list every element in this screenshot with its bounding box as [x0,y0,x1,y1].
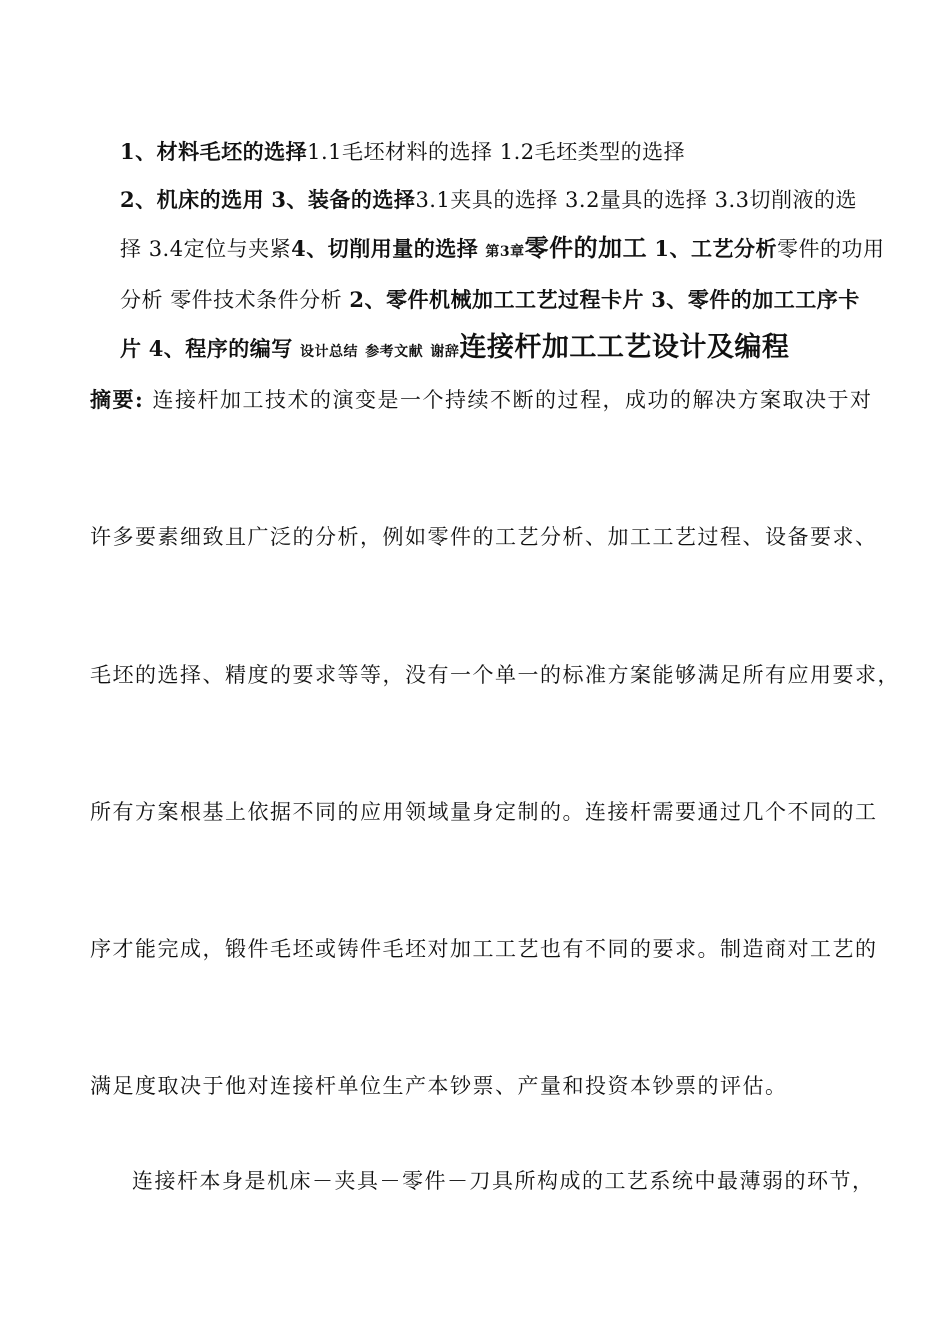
toc-section-3-1: 3.1夹具的选择 [415,188,558,212]
toc-references: 参考文献 [365,344,424,360]
toc-section-3: 3、装备的选择 [271,187,416,212]
abstract-line-2: 许多要素细致且广泛的分析，例如零件的工艺分析、加工工艺过程、设备要求、 [90,525,878,549]
toc-chapter-section-2: 2、零件机械加工工艺过程卡片 [349,287,644,312]
toc-chapter-section-4: 4、程序的编写 [148,336,293,361]
toc-chapter-section-3: 3、零件的加工工序卡片 [120,287,860,361]
abstract-line-1 [90,385,900,415]
body-paragraph-line: 连接杆本身是机床－夹具－零件－刀具所构成的工艺系统中最薄弱的环节， [132,1169,875,1193]
abstract-line-5: 序才能完成，锻件毛坯或铸件毛坯对加工工艺也有不同的要求。制造商对工艺的 [90,937,878,961]
abstract-line-6: 满足度取决于他对连接杆单位生产本钞票、产量和投资本钞票的评估。 [90,1074,788,1098]
toc-section-3-2: 3.2量具的选择 [565,188,708,212]
abstract-line-3: 毛坯的选择、精度的要求等等，没有一个单一的标准方案能够满足所有应用要求， [90,663,900,687]
toc-section-2: 2、机床的选用 [120,187,265,212]
toc-chapter-section-1-a: 零件的功用分析 [120,237,885,312]
toc-chapter-3-title: 零件的加工 [524,233,648,262]
toc-chapter-section-1: 1、工艺分析 [654,236,777,261]
toc-chapter-3-prefix: 第3章 [485,244,525,260]
toc-section-1-2: 1.2毛坯类型的选择 [499,140,686,164]
toc-section-3-4: 3.4定位与夹紧 [148,237,292,261]
table-of-contents [120,128,890,376]
abstract-line-4: 所有方案根基上依据不同的应用领域量身定制的。连接杆需要通过几个不同的工 [90,800,878,824]
toc-design-summary: 设计总结 [300,344,358,360]
toc-section-1: 1、材料毛坯的选择 [120,139,308,164]
toc-section-4: 4、切削用量的选择 [291,236,479,261]
toc-section-1-1: 1.1毛坯材料的选择 [307,140,493,164]
toc-chapter-section-1-b: 零件技术条件分析 [170,288,343,312]
toc-section-3-3: 3.3切削液的选择 [120,188,858,261]
abstract-text-1: 连接杆加工技术的演变是一个持续不断的过程，成功的解决方案取决于对 [152,388,873,412]
document-title: 连接杆加工工艺设计及编程 [459,332,790,363]
abstract-label: 摘要: [90,387,145,412]
toc-acknowledgements: 谢辞 [430,344,460,360]
